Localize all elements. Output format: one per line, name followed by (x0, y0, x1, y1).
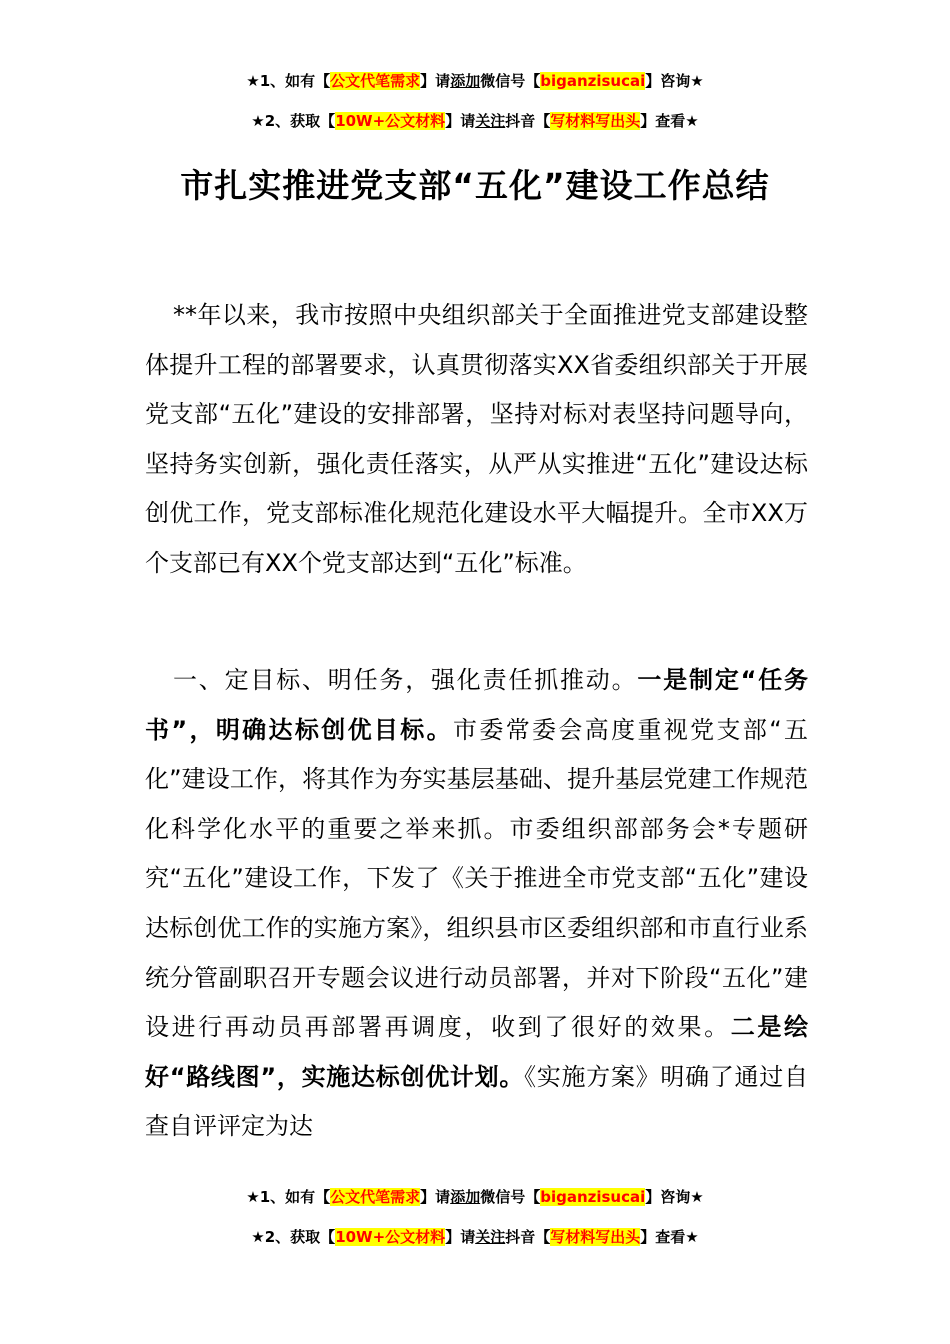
document-title: 市扎实推进党支部“五化”建设工作总结 (180, 166, 770, 205)
header-banner-line-2 (0, 110, 950, 132)
banner-text: 】咨询★ (645, 72, 704, 90)
banner-highlight: 写材料写出头 (550, 1228, 641, 1246)
banner-text: ★1、如有【 (246, 1188, 331, 1206)
banner-text: ★2、获取【 (251, 1228, 336, 1246)
banner-highlight: 10W+公文材料 (335, 112, 446, 130)
section-1-bold-lead-1: 一是制定“任务书”，明确达标创优目标。 (145, 666, 808, 744)
section-1-bold-lead-2: 二是绘好“路线图”，实施达标创优计划。 (145, 1013, 808, 1091)
banner-text: 】查看★ (640, 1228, 699, 1246)
section-1-paragraph (145, 656, 808, 1152)
banner-underline: 添加 (450, 1188, 481, 1206)
banner-text: 】请 (445, 112, 476, 130)
section-1-block (145, 656, 808, 1152)
banner-underline: 关注 (475, 112, 506, 130)
header-banner-line-1 (0, 70, 950, 92)
banner-text: 】咨询★ (645, 1188, 704, 1206)
section-1-heading: 一、定目标、明任务，强化责任抓推动。 (173, 666, 638, 694)
banner-highlight: 10W+公文材料 (335, 1228, 446, 1246)
section-1-text-2: 《实施方案》明确了通过自查自评评定为达 (145, 1062, 809, 1141)
banner-text: 】请 (445, 1228, 476, 1246)
banner-highlight: 公文代笔需求 (330, 72, 421, 90)
footer-banner-line-1 (0, 1186, 950, 1208)
banner-underline: 添加 (450, 72, 481, 90)
intro-paragraph: **年以来，我市按照中央组织部关于全面推进党支部建设整体提升工程的部署要求，认真贯彻落实XX省委组织部关于开展党支部“五化”建设的安排部署，坚持对标对表坚持问题导向，坚持务实创新，强化责任落实，从严从实推进“五化”建设达标创优工作，党支部标准化规范化建设水平大幅提升。全市XX万个支部已有XX个党支部达到“五化”标准。 (145, 301, 808, 577)
banner-text: 】请 (420, 1188, 451, 1206)
banner-text: ★1、如有【 (246, 72, 331, 90)
banner-text: 抖音【 (505, 1228, 551, 1246)
banner-text: 微信号【 (480, 1188, 541, 1206)
banner-text: 微信号【 (480, 72, 541, 90)
section-1-text-1: 市委常委会高度重视党支部“五化”建设工作，将其作为夯实基层基础、提升基层党建工作规范化科学化水平的重要之举来抓。市委组织部部务会*专题研究“五化”建设工作，下发了《关于推进全市党支部“五化”建设达标创优工作的实施方案》，组织县市区委组织部和市直行业系统分管副职召开专题会议进行动员部署，并对下阶段“五化”建设进行再动员再部署再调度，收到了很好的效果。 (145, 715, 808, 1042)
banner-text: 】请 (420, 72, 451, 90)
banner-text: 抖音【 (505, 112, 551, 130)
intro-paragraph-block (145, 291, 808, 589)
banner-text: ★2、获取【 (251, 112, 336, 130)
banner-highlight: 写材料写出头 (550, 112, 641, 130)
banner-highlight: biganzisucai (540, 1188, 646, 1206)
banner-underline: 关注 (475, 1228, 506, 1246)
banner-text: 】查看★ (640, 112, 699, 130)
banner-highlight: biganzisucai (540, 72, 646, 90)
banner-highlight: 公文代笔需求 (330, 1188, 421, 1206)
footer-banner-line-2 (0, 1226, 950, 1248)
